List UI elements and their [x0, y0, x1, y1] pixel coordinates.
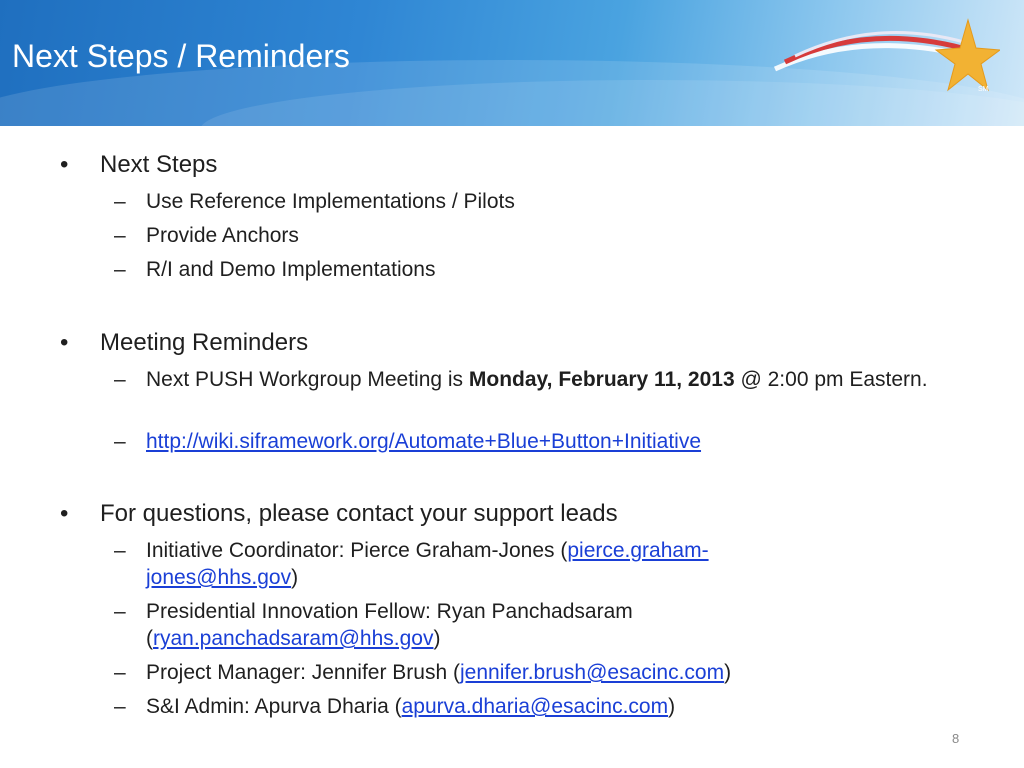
wiki-link[interactable]: http://wiki.siframework.org/Automate+Blue+Button+Initiative: [146, 430, 702, 453]
contact-label: Presidential Innovation Fellow: Ryan Panchadsaram (: [146, 600, 633, 650]
meeting-text-suffix: @ 2:00 pm Eastern.: [734, 368, 928, 391]
dash-marker: –: [114, 258, 126, 281]
close-paren: ): [291, 566, 299, 589]
email-link[interactable]: ryan.panchadsaram@hhs.gov: [153, 627, 434, 650]
contact-label: Project Manager: Jennifer Brush (: [146, 661, 460, 684]
next-step-item: Provide Anchors: [146, 224, 299, 247]
meeting-text-prefix: Next PUSH Workgroup Meeting is: [146, 368, 469, 391]
service-mark: SM: [978, 86, 989, 93]
bullet-marker: •: [60, 151, 69, 178]
slide-header: [0, 0, 1024, 126]
bullet-marker: •: [60, 329, 69, 356]
heading-meeting-reminders: Meeting Reminders: [100, 329, 309, 356]
email-link[interactable]: pierce.graham-jones@hhs.gov: [146, 539, 709, 589]
slide-title: Next Steps / Reminders: [12, 38, 350, 74]
dash-marker: –: [114, 190, 126, 213]
contact-item: [146, 598, 786, 652]
contact-item: [146, 693, 966, 720]
close-paren: ): [433, 627, 441, 650]
email-link[interactable]: apurva.dharia@esacinc.com: [401, 695, 669, 718]
next-step-item: R/I and Demo Implementations: [146, 258, 436, 281]
contact-item: [146, 659, 986, 686]
heading-next-steps: Next Steps: [100, 151, 218, 178]
wiki-item: [146, 428, 966, 455]
dash-marker: –: [114, 661, 126, 684]
contact-item: [146, 537, 846, 591]
next-step-item: Use Reference Implementations / Pilots: [146, 190, 515, 213]
dash-marker: –: [114, 224, 126, 247]
meeting-date: Monday, February 11, 2013: [468, 368, 735, 391]
star-swoosh-logo-icon: [770, 14, 1000, 114]
bullet-marker: •: [60, 500, 69, 527]
contact-label: S&I Admin: Apurva Dharia (: [146, 695, 402, 718]
dash-marker: –: [114, 430, 126, 453]
close-paren: ): [668, 695, 676, 718]
contact-label: Initiative Coordinator: Pierce Graham-Jones (: [146, 539, 568, 562]
meeting-item: [146, 366, 956, 393]
email-link[interactable]: jennifer.brush@esacinc.com: [459, 661, 725, 684]
dash-marker: –: [114, 539, 126, 562]
close-paren: ): [724, 661, 732, 684]
page-number: 8: [952, 731, 960, 746]
dash-marker: –: [114, 695, 126, 718]
dash-marker: –: [114, 368, 126, 391]
dash-marker: –: [114, 600, 126, 623]
heading-contacts: For questions, please contact your support leads: [100, 500, 618, 527]
